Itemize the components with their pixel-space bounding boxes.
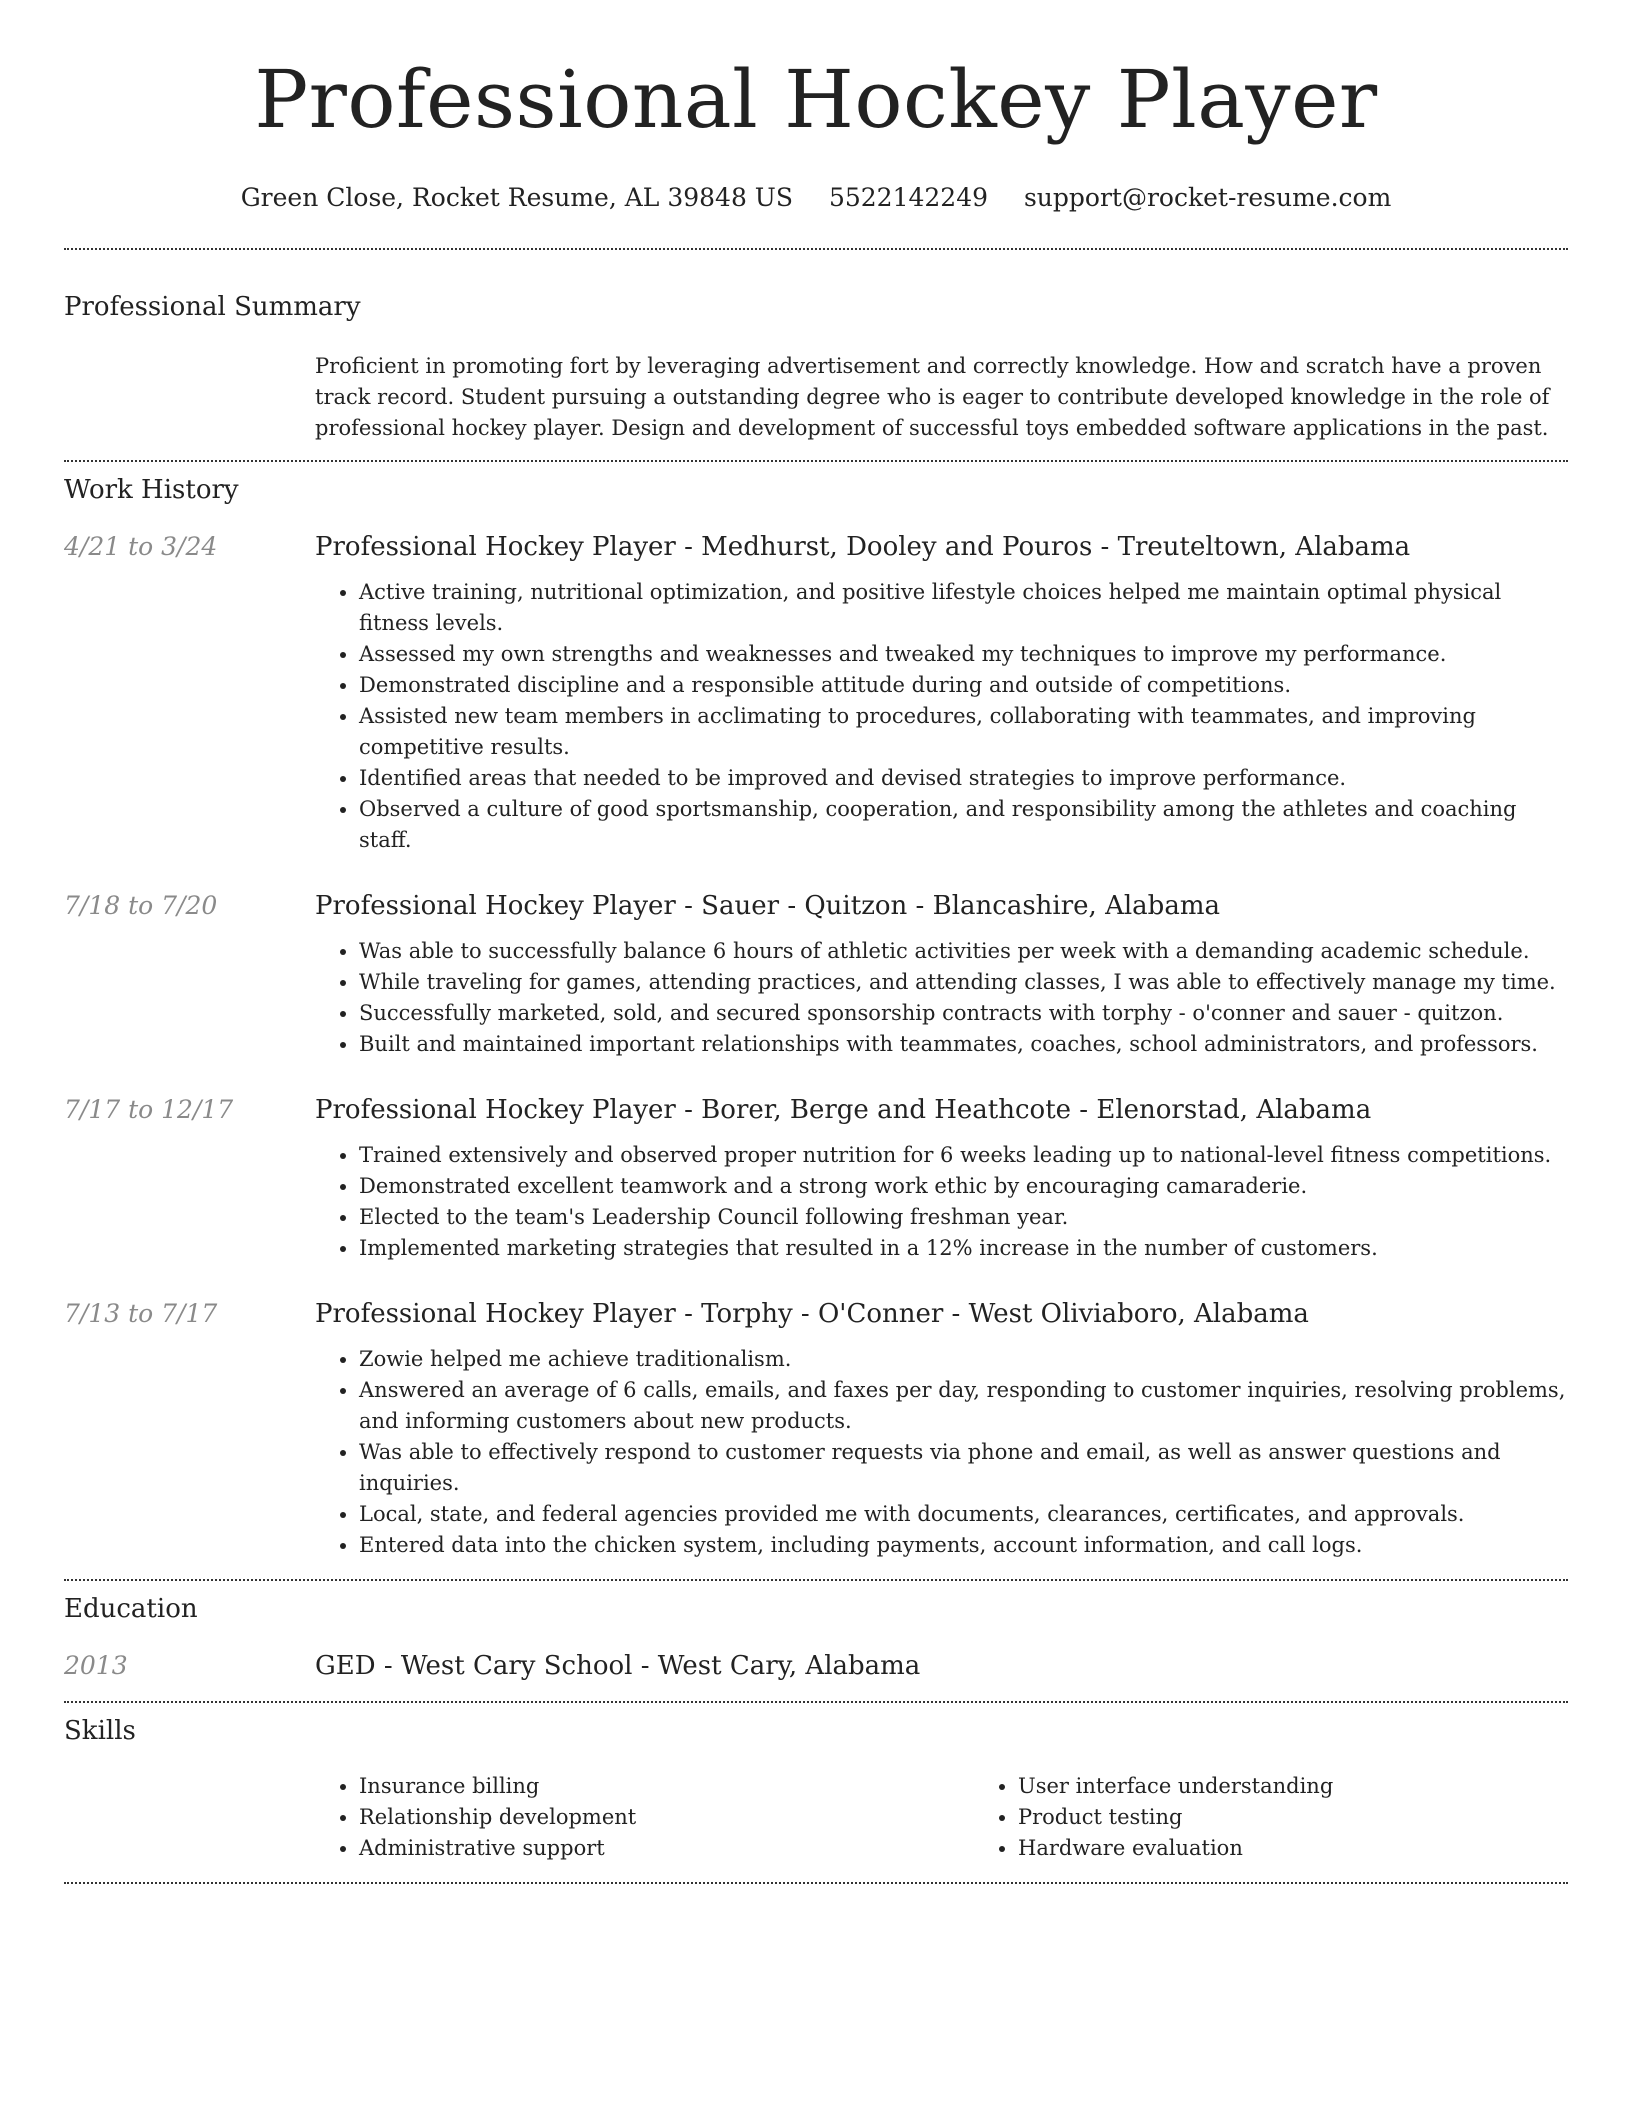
list-item: • Assessed my own strengths and weaknesses and tweaked my techniques to improve my performance. — [359, 639, 1568, 670]
job-dates: 7/13 to 7/17 — [64, 1299, 218, 1328]
list-item: • Was able to successfully balance 6 hours of athletic activities per week with a demanding academic schedule. — [359, 936, 1568, 967]
skill-item: • Product testing — [1018, 1802, 1632, 1833]
list-item: • Implemented marketing strategies that resulted in a 12% increase in the number of customers. — [359, 1233, 1568, 1264]
divider — [64, 248, 1568, 250]
list-item: • Successfully marketed, sold, and secured sponsorship contracts with torphy - o'conner and sauer - quitzon. — [359, 998, 1568, 1029]
list-item: • Trained extensively and observed proper nutrition for 6 weeks leading up to national-level fitness competitions. — [359, 1140, 1568, 1171]
section-title-summary: Professional Summary — [64, 292, 361, 322]
job-entry — [64, 889, 1568, 1060]
list-item: • Identified areas that needed to be improved and devised strategies to improve performance. — [359, 763, 1568, 794]
job-entry — [64, 1297, 1568, 1561]
job-title: Professional Hockey Player - Torphy - O'Conner - West Oliviaboro, Alabama — [315, 1299, 1309, 1329]
list-item: • Answered an average of 6 calls, emails, and faxes per day, responding to customer inquiries, resolving problems, and informing customers about new products. — [359, 1375, 1568, 1437]
job-title: Professional Hockey Player - Borer, Berge and Heathcote - Elenorstad, Alabama — [315, 1095, 1372, 1125]
job-entry — [64, 530, 1568, 856]
list-item: • Entered data into the chicken system, including payments, account information, and call logs. — [359, 1530, 1568, 1561]
skill-item: • Relationship development — [359, 1802, 974, 1833]
list-item: • Built and maintained important relationships with teammates, coaches, school administrators, and professors. — [359, 1029, 1568, 1060]
divider — [64, 1701, 1568, 1703]
skills-list-left — [315, 1771, 974, 1864]
email: support@rocket-resume.com — [1023, 183, 1392, 212]
list-item: • Assisted new team members in acclimating to procedures, collaborating with teammates, and improving competitive results. — [359, 701, 1568, 763]
section-title-skills: Skills — [64, 1716, 136, 1746]
list-item: • Elected to the team's Leadership Council following freshman year. — [359, 1202, 1568, 1233]
skill-item: • User interface understanding — [1018, 1771, 1632, 1802]
skills-list-right — [974, 1771, 1632, 1864]
list-item: • Zowie helped me achieve traditionalism. — [359, 1344, 1568, 1375]
job-bullets — [315, 1140, 1568, 1264]
job-entry — [64, 1093, 1568, 1264]
job-dates: 4/21 to 3/24 — [64, 532, 218, 561]
list-item: • Observed a culture of good sportsmanship, cooperation, and responsibility among the athletes and coaching staff. — [359, 794, 1568, 856]
job-bullets — [315, 1344, 1568, 1561]
job-title: Professional Hockey Player - Medhurst, Dooley and Pouros - Treuteltown, Alabama — [315, 532, 1411, 562]
section-title-work-history: Work History — [64, 475, 239, 505]
summary-section — [64, 290, 1568, 444]
education-year: 2013 — [64, 1651, 128, 1680]
divider — [64, 1882, 1568, 1884]
list-item: • Was able to effectively respond to customer requests via phone and email, as well as answer questions and inquiries. — [359, 1437, 1568, 1499]
education-section — [64, 1592, 1568, 1683]
job-dates: 7/18 to 7/20 — [64, 891, 218, 920]
job-bullets — [315, 936, 1568, 1060]
divider — [64, 1579, 1568, 1581]
education-degree: GED - West Cary School - West Cary, Alabama — [315, 1651, 921, 1681]
skill-item: • Hardware evaluation — [1018, 1833, 1632, 1864]
list-item: • Demonstrated discipline and a responsible attitude during and outside of competitions. — [359, 670, 1568, 701]
job-title: Professional Hockey Player - Sauer - Quitzon - Blancashire, Alabama — [315, 891, 1220, 921]
list-item: • Active training, nutritional optimization, and positive lifestyle choices helped me maintain optimal physical fitness levels. — [359, 577, 1568, 639]
work-history-section — [64, 473, 1568, 1561]
list-item: • Demonstrated excellent teamwork and a strong work ethic by encouraging camaraderie. — [359, 1171, 1568, 1202]
list-item: • While traveling for games, attending practices, and attending classes, I was able to effectively manage my time. — [359, 967, 1568, 998]
job-bullets — [315, 577, 1568, 856]
divider — [64, 460, 1568, 462]
skill-item: • Administrative support — [359, 1833, 974, 1864]
summary-text: Proficient in promoting fort by leveraging advertisement and correctly knowledge. How and scratch have a proven track record. Student pursuing a outstanding degree who is eager to contribute developed knowledge in the role of professional hockey player. Design and development of successful toys embedded software applications in the past. — [315, 354, 1550, 440]
job-dates: 7/17 to 12/17 — [64, 1095, 234, 1124]
section-title-education: Education — [64, 1594, 198, 1624]
skill-item: • Insurance billing — [359, 1771, 974, 1802]
address: Green Close, Rocket Resume, AL 39848 US — [240, 183, 793, 212]
list-item: • Local, state, and federal agencies provided me with documents, clearances, certificates, and approvals. — [359, 1499, 1568, 1530]
skills-section — [64, 1714, 1568, 1864]
candidate-name: Professional Hockey Player — [254, 53, 1378, 146]
phone: 5522142249 — [828, 183, 989, 212]
contact-line — [64, 182, 1568, 214]
